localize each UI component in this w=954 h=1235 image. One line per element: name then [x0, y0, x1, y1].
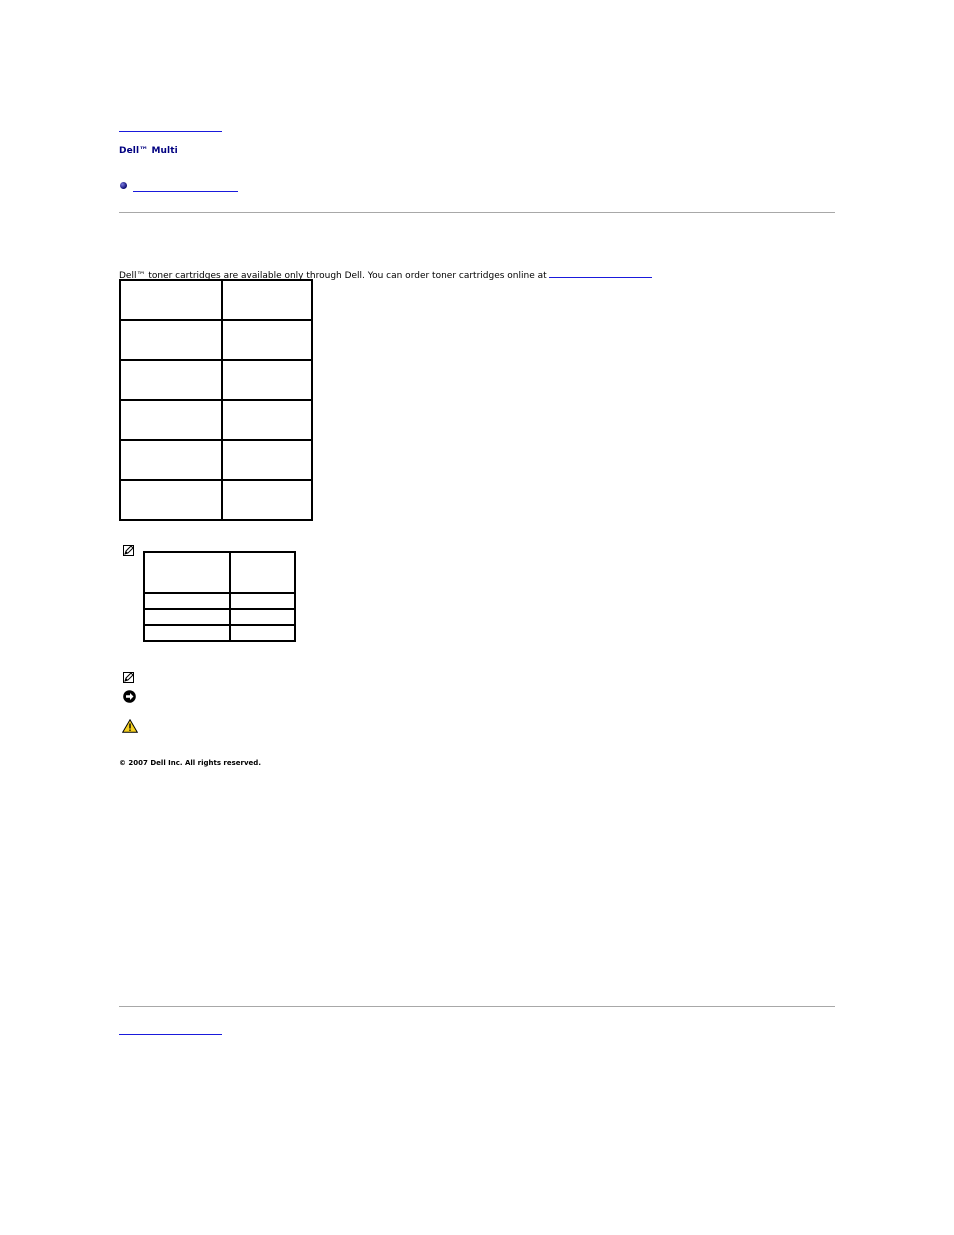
table-row — [144, 552, 295, 593]
bottom-divider — [119, 1006, 835, 1007]
copyright-notice: © 2007 Dell Inc. All rights reserved. — [119, 759, 261, 767]
table-row — [120, 280, 312, 320]
table-cell — [120, 480, 222, 520]
table-row — [120, 400, 312, 440]
table-row — [144, 609, 295, 625]
table-row — [120, 440, 312, 480]
table-cell — [144, 609, 230, 625]
dell-supplies-link[interactable] — [549, 268, 652, 278]
back-to-contents-link-top[interactable] — [119, 131, 222, 132]
table-cell — [144, 552, 230, 593]
table-cell — [222, 480, 312, 520]
back-to-contents-link-bottom[interactable] — [119, 1034, 222, 1035]
toner-cartridge-table — [119, 279, 313, 521]
table-cell — [222, 280, 312, 320]
section-link[interactable] — [133, 191, 238, 192]
table-cell — [144, 593, 230, 609]
note-icon — [123, 541, 134, 560]
table-row — [144, 625, 295, 641]
table-cell — [120, 400, 222, 440]
table-cell — [230, 593, 295, 609]
table-cell — [222, 320, 312, 360]
notice-icon — [123, 688, 136, 707]
note-icon — [123, 668, 134, 687]
table-row — [120, 480, 312, 520]
top-divider — [119, 212, 835, 213]
table-cell — [222, 440, 312, 480]
table-cell — [120, 360, 222, 400]
table-cell — [230, 625, 295, 641]
table-row — [144, 593, 295, 609]
table-cell — [120, 320, 222, 360]
table-cell — [144, 625, 230, 641]
table-cell — [120, 280, 222, 320]
table-row — [120, 360, 312, 400]
caution-icon — [122, 718, 138, 737]
table-cell — [222, 360, 312, 400]
intro-text: Dell™ toner cartridges are available only through Dell. You can order toner cartridges online at — [119, 271, 547, 281]
table-cell — [120, 440, 222, 480]
page-yield-table — [143, 551, 296, 642]
bullet-icon — [120, 182, 127, 189]
table-cell — [230, 609, 295, 625]
table-cell — [230, 552, 295, 593]
table-row — [120, 320, 312, 360]
page-title: Dell™ Multi — [119, 146, 178, 156]
table-cell — [222, 400, 312, 440]
